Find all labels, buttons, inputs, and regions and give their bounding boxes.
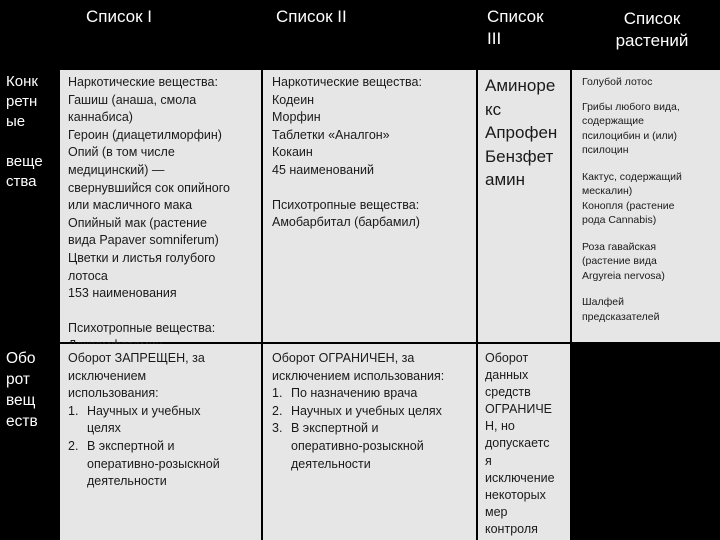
- header-plants-line: Список: [623, 9, 681, 28]
- list-1-substances-cell: [60, 70, 261, 342]
- plants-cell: [572, 70, 720, 342]
- text-line: предсказателей: [582, 310, 660, 323]
- text-line: Конопля (растение: [582, 199, 675, 212]
- header-corner: [0, 0, 58, 68]
- text-line: Таблетки «Аналгон»: [272, 127, 390, 142]
- text-line: Психотропные вещества:: [272, 197, 420, 212]
- item-number: 2.: [272, 403, 283, 418]
- text-line: Гашиш (анаша, смола: [68, 92, 197, 107]
- text-line: исключением использования:: [272, 368, 445, 383]
- text-line: Психотропные вещества:: [68, 320, 216, 335]
- text-line: целях: [87, 421, 121, 436]
- header-list-1-label: Список I: [86, 7, 153, 26]
- header-plants: [572, 0, 720, 68]
- item-number: 1.: [272, 386, 283, 401]
- text-line: или масличного мака: [68, 198, 193, 213]
- turnover-list-3-cell: [478, 344, 570, 540]
- header-list-2: [263, 0, 476, 68]
- numbered-item: [272, 385, 476, 403]
- row-label-line: рот: [6, 371, 30, 388]
- text-line: Героин (диацетилморфин): [68, 127, 222, 142]
- text-line: Роза гавайская: [582, 240, 657, 253]
- turnover-plants-cell: [572, 344, 720, 540]
- header-list-3: [478, 0, 570, 68]
- text-line: оперативно-розыскной: [87, 456, 220, 471]
- text-line: Оборот ОГРАНИЧЕН, за: [272, 351, 415, 365]
- text-line: В экспертной и: [291, 421, 379, 436]
- item-number: 3.: [272, 421, 283, 436]
- plant-entry: [582, 295, 720, 324]
- text-line: мер: [485, 504, 508, 519]
- text-line: каннабиса): [68, 110, 133, 125]
- text-line: Наркотические вещества:: [272, 75, 422, 89]
- list-2-psychotropic-block: [272, 197, 476, 232]
- turnover-list-1-cell: [60, 344, 261, 540]
- text-line: 45 наименований: [272, 162, 374, 177]
- text-line: псилоцибин и (или): [582, 129, 677, 142]
- text-line: псилоцин: [582, 144, 629, 156]
- text-line: рода Cannabis): [582, 214, 657, 226]
- text-line: средств: [485, 385, 531, 400]
- row-label-line: еств: [6, 413, 38, 430]
- numbered-item: [68, 438, 261, 491]
- text-line: Апрофен: [485, 123, 558, 142]
- plant-entry: [582, 240, 720, 284]
- header-list-2-label: Список II: [276, 7, 347, 26]
- text-line: допускаетс: [485, 436, 550, 451]
- header-list-3-line: Список: [487, 7, 544, 26]
- text-line: использования:: [68, 386, 159, 401]
- text-line: амин: [485, 170, 526, 189]
- text-line: я: [485, 453, 492, 468]
- row-label-concrete: [0, 70, 58, 342]
- text-line: деятельности: [291, 456, 371, 471]
- row-label-line: ые: [6, 113, 26, 130]
- text-line: Оборот ЗАПРЕЩЕН, за: [68, 351, 205, 365]
- text-line: данных: [485, 368, 529, 383]
- text-line: лотоса: [68, 268, 108, 283]
- header-list-1: [58, 0, 261, 68]
- text-line: исключением: [68, 368, 147, 383]
- list-2-substances-cell: [263, 70, 476, 342]
- list-3-substances-cell: [478, 70, 570, 342]
- turnover-list-2-cell: [263, 344, 476, 540]
- row-label-line: вещ: [6, 392, 36, 409]
- item-number: 1.: [68, 403, 79, 418]
- text-line: В экспертной и: [87, 438, 175, 453]
- text-line: Опий (в том числе: [68, 145, 175, 160]
- text-line: вида Papaver somniferum): [68, 233, 219, 248]
- text-line: содержащие: [582, 115, 644, 127]
- row-label-line: ства: [6, 173, 37, 190]
- item-number: 2.: [68, 438, 79, 453]
- text-line: свернувшийся сок опийного: [68, 180, 230, 195]
- text-line: оперативно-розыскной: [291, 438, 424, 453]
- text-line: медицинский) —: [68, 162, 165, 177]
- numbered-item: [272, 403, 476, 421]
- text-line: Научных и учебных целях: [291, 403, 442, 418]
- list-1-narcotic-block: [68, 74, 261, 303]
- row-label-line: [6, 132, 58, 152]
- text-line: Argyreia nervosa): [582, 269, 665, 282]
- text-line: Опийный мак (растение: [68, 215, 207, 230]
- text-line: некоторых: [485, 487, 546, 502]
- plant-entry: [582, 100, 720, 158]
- text-line: Амобарбитал (барбамил): [272, 215, 420, 230]
- text-line: Кактус, содержащий: [582, 170, 682, 183]
- text-line: Н, но: [485, 419, 515, 434]
- text-line: ОГРАНИЧЕ: [485, 402, 553, 417]
- row-label-line: Конк: [6, 73, 38, 90]
- text-line: (растение вида: [582, 255, 657, 267]
- text-line: Научных и учебных: [87, 403, 201, 418]
- text-line: Голубой лотос: [582, 76, 653, 88]
- text-line: Кокаин: [272, 145, 313, 160]
- text-line: Морфин: [272, 110, 321, 125]
- text-line: Цветки и листья голубого: [68, 250, 216, 265]
- plant-entry: [582, 75, 720, 90]
- text-line: 153 наименования: [68, 286, 177, 301]
- header-plants-line: растений: [615, 31, 689, 50]
- text-line: Грибы любого вида,: [582, 100, 680, 113]
- text-line: По назначению врача: [291, 386, 418, 401]
- text-line: деятельности: [87, 474, 167, 489]
- text-line: Кодеин: [272, 92, 315, 107]
- text-line: кс: [485, 99, 502, 119]
- list-2-narcotic-block: [272, 74, 476, 180]
- text-line: Оборот: [485, 351, 529, 365]
- text-line: исключение: [485, 470, 555, 485]
- numbered-item: [272, 420, 476, 473]
- row-label-line: Обо: [6, 350, 36, 367]
- plant-entry: [582, 170, 720, 228]
- text-line: мескалин): [582, 185, 633, 197]
- numbered-item: [68, 403, 261, 438]
- row-label-turnover: [0, 344, 58, 540]
- text-line: Бензфет: [485, 146, 554, 166]
- text-line: контроля: [485, 521, 538, 536]
- row-label-line: веще: [6, 153, 43, 170]
- text-line: Наркотические вещества:: [68, 75, 218, 89]
- text-line: Аминоре: [485, 76, 556, 95]
- text-line: Шалфей: [582, 296, 624, 308]
- header-list-3-line: III: [487, 29, 502, 48]
- row-label-line: ретн: [6, 93, 38, 110]
